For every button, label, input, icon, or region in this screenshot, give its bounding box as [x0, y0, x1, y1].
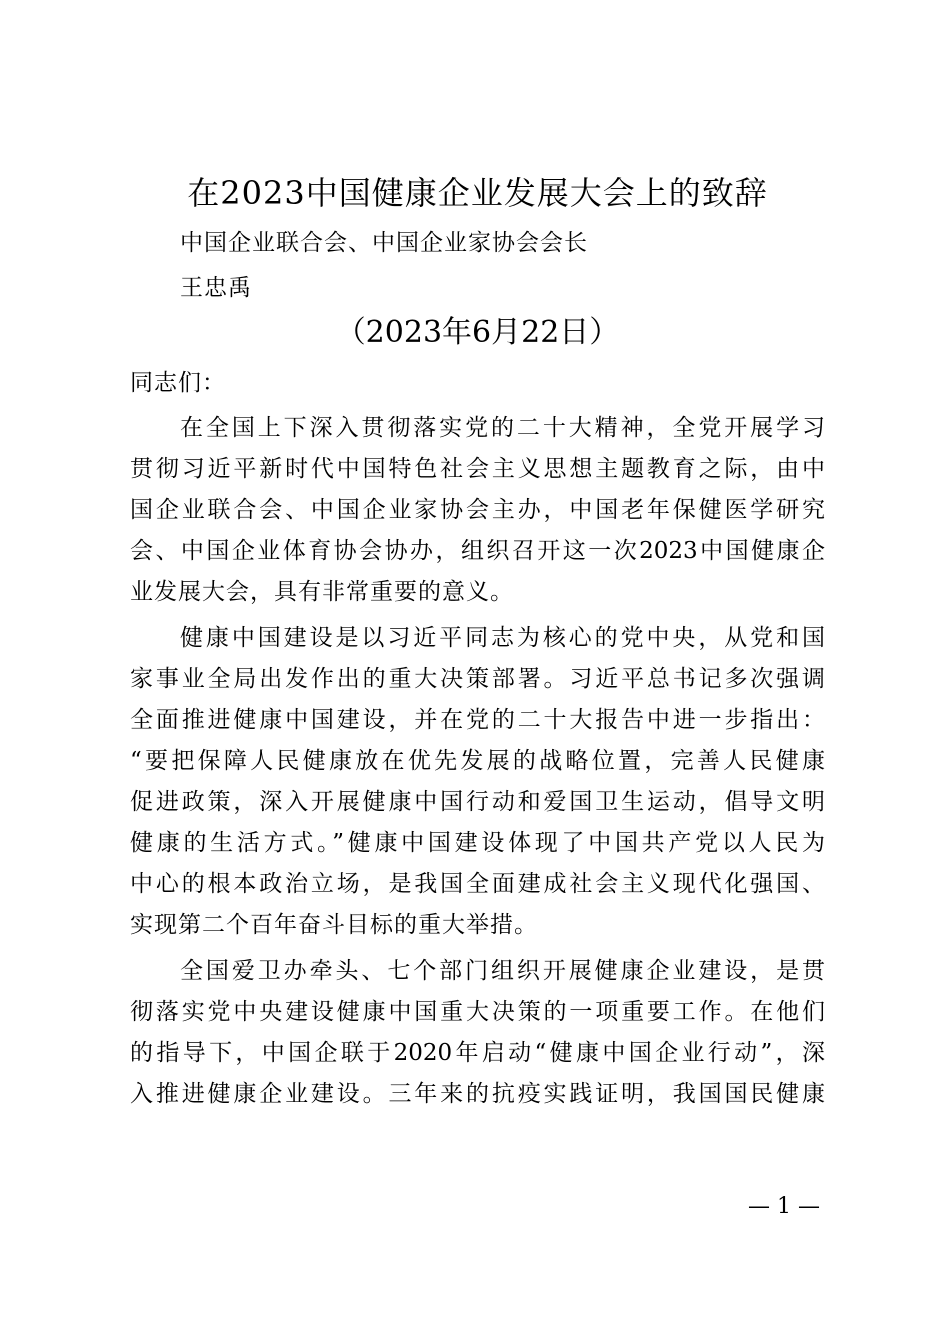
- document-title: 在2023中国健康企业发展大会上的致辞: [187, 174, 768, 212]
- speech-date: （2023年6月22日）: [335, 315, 620, 350]
- text-line: 中心的根本政治立场，是我国全面建成社会主义现代化强国、: [130, 871, 825, 897]
- author-organization: 中国企业联合会、中国企业家协会会长: [180, 230, 588, 256]
- text-line: 家事业全局出发作出的重大决策部署。习近平总书记多次强调: [130, 666, 825, 692]
- page-number: — 1 —: [748, 1194, 820, 1219]
- text-line: 的指导下，中国企联于2020年启动“健康中国企业行动”，深: [130, 1040, 825, 1066]
- text-line: 健康中国建设是以习近平同志为核心的党中央，从党和国: [180, 625, 825, 651]
- paragraph: [130, 951, 825, 1115]
- text-line: 彻落实党中央建设健康中国重大决策的一项重要工作。在他们: [130, 999, 825, 1025]
- text-line: 在全国上下深入贯彻落实党的二十大精神，全党开展学习: [180, 415, 825, 441]
- text-line: 入推进健康企业建设。三年来的抗疫实践证明，我国国民健康: [130, 1081, 825, 1107]
- paragraph: [130, 618, 825, 946]
- text-line: 健康的生活方式。”健康中国建设体现了中国共产党以人民为: [130, 830, 825, 856]
- speech-body: [130, 408, 825, 1120]
- text-line: 业发展大会，具有非常重要的意义。: [130, 579, 514, 605]
- text-line: 全国爱卫办牵头、七个部门组织开展健康企业建设，是贯: [180, 958, 825, 984]
- text-line: 全面推进健康中国建设，并在党的二十大报告中进一步指出：: [130, 707, 825, 733]
- text-line: 会、中国企业体育协会协办，组织召开这一次2023中国健康企: [130, 538, 825, 564]
- text-line: 实现第二个百年奋斗目标的重大举措。: [130, 912, 538, 938]
- text-line: 国企业联合会、中国企业家协会主办，中国老年保健医学研究: [130, 497, 825, 523]
- text-line: 贯彻习近平新时代中国特色社会主义思想主题教育之际，由中: [130, 456, 825, 482]
- text-line: 促进政策，深入开展健康中国行动和爱国卫生运动，倡导文明: [130, 789, 825, 815]
- text-line: “要把保障人民健康放在优先发展的战略位置，完善人民健康: [130, 748, 825, 774]
- salutation: 同志们：: [130, 370, 226, 396]
- paragraph: [130, 408, 825, 613]
- author-name: 王忠禹: [180, 275, 252, 301]
